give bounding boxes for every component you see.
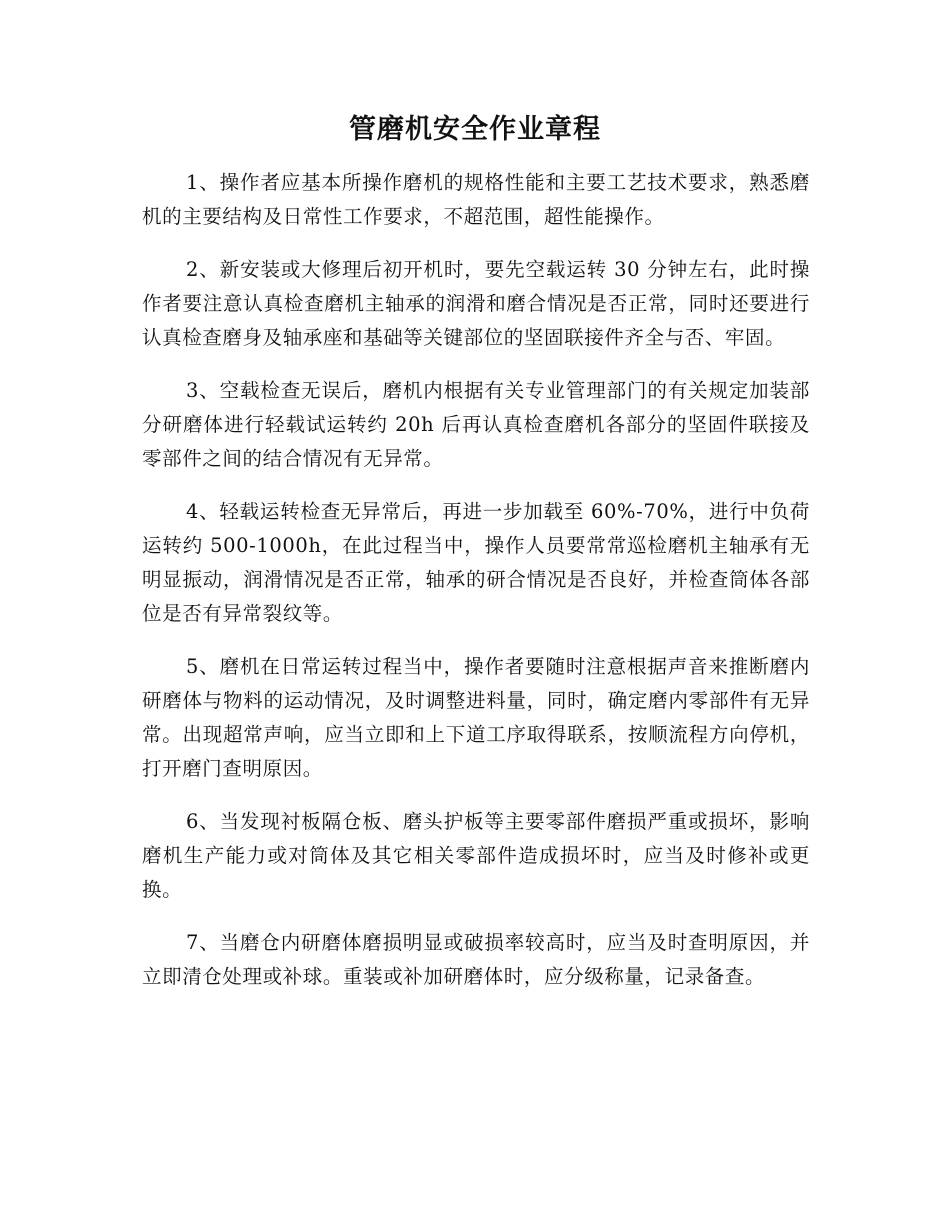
document-body: [142, 166, 810, 1013]
rule-paragraph-3: 3、空载检查无误后，磨机内根据有关专业管理部门的有关规定加装部分研磨体进行轻载试运转约 20h 后再认真检查磨机各部分的坚固件联接及零部件之间的结合情况有无异常。: [142, 379, 810, 470]
rule-paragraph-1: 1、操作者应基本所操作磨机的规格性能和主要工艺技术要求，熟悉磨机的主要结构及日常性工作要求，不超范围，超性能操作。: [142, 171, 810, 228]
rule-paragraph-7: 7、当磨仓内研磨体磨损明显或破损率较高时，应当及时查明原因，并立即清仓处理或补球。重装或补加研磨体时，应分级称量，记录备查。: [142, 931, 810, 988]
rule-paragraph-6: 6、当发现衬板隔仓板、磨头护板等主要零部件磨损严重或损坏，影响磨机生产能力或对筒体及其它相关零部件造成损坏时，应当及时修补或更换。: [142, 810, 810, 901]
rule-paragraph-5: 5、磨机在日常运转过程当中，操作者要随时注意根据声音来推断磨内研磨体与物料的运动情况，及时调整进料量，同时，确定磨内零部件有无异常。出现超常声响，应当立即和上下道工序取得联系，按顺流程方向停机，打开磨门查明原因。: [142, 655, 810, 780]
rule-paragraph-4: 4、轻载运转检查无异常后，再进一步加载至 60%-70%，进行中负荷运转约 500-1000h，在此过程当中，操作人员要常常巡检磨机主轴承有无明显振动，润滑情况是否正常，轴承的研合情况是否良好，并检查筒体各部位是否有异常裂纹等。: [142, 500, 810, 625]
document-title: 管磨机安全作业章程: [349, 114, 601, 145]
rule-paragraph-2: 2、新安装或大修理后初开机时，要先空载运转 30 分钟左右，此时操作者要注意认真检查磨机主轴承的润滑和磨合情况是否正常，同时还要进行认真检查磨身及轴承座和基础等关键部位的坚固联接件齐全与否、牢固。: [142, 258, 810, 349]
